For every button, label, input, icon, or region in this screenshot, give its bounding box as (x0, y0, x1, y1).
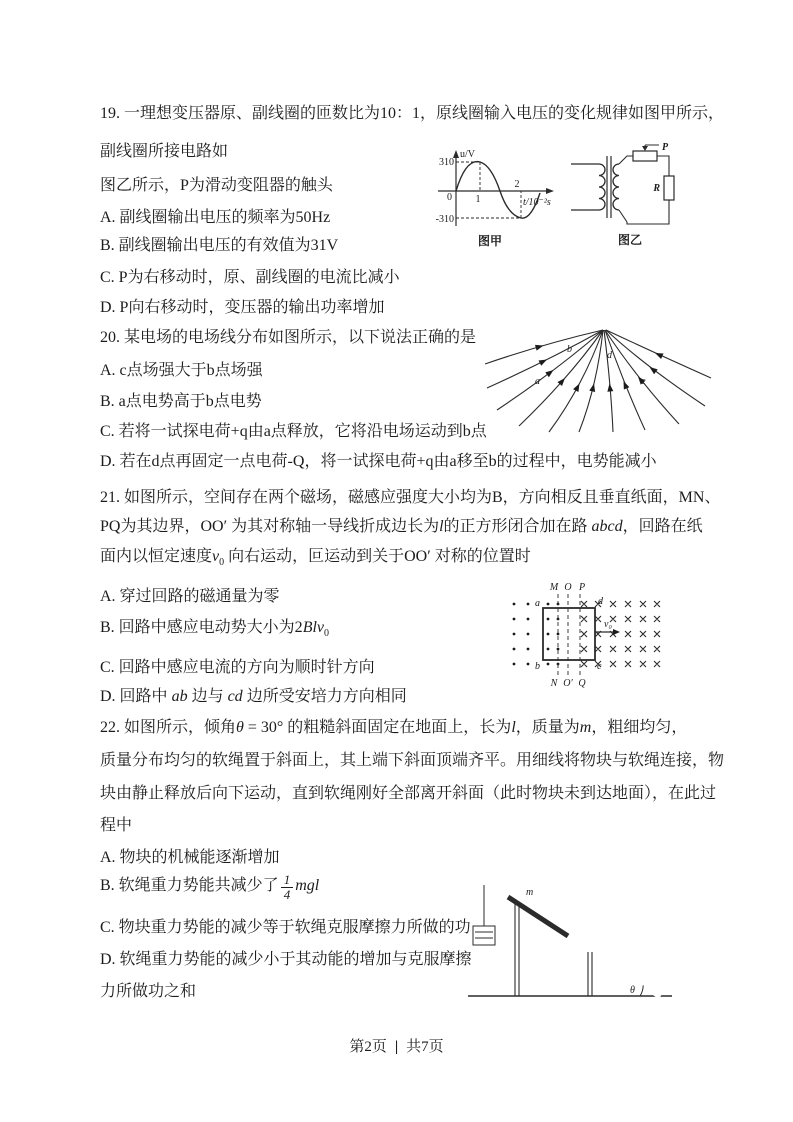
iron-core (607, 156, 611, 218)
point-b-label: b (567, 344, 572, 355)
slider-arrow (642, 146, 648, 151)
q19-line1: 19. 一理想变压器原、副线圈的匝数比为10：1，原线圈输入电压的变化规律如图甲所示， (100, 105, 725, 122)
graph-t1: 1 (475, 194, 481, 205)
square-loop-abcd (543, 608, 595, 660)
page-number: 第2页 (349, 1039, 387, 1055)
point-c-label: c (641, 376, 646, 387)
theta-label: θ (630, 985, 635, 996)
resistor-r-label: R (653, 183, 660, 194)
q21-line3: 面内以恒定速度$v_0$ 向右运动，叵运动到关于OO′ 对称的位置时 (100, 548, 531, 568)
footer-separator: | (394, 1039, 399, 1055)
q20-title: 20. 某电场的电场线分布如图所示，以下说法正确的是 (100, 329, 477, 346)
label-q: Q (578, 678, 586, 689)
fig-jia-caption: 图甲 (477, 234, 503, 248)
q22-line4: 程中 (100, 817, 133, 834)
corner-c-label: c (597, 661, 602, 672)
slider-p-label: P (662, 142, 669, 153)
field-in-crosses (581, 601, 660, 667)
graph-ymin: -310 (435, 214, 454, 225)
q20-option-c: C. 若将一试探电荷+q由a点释放，它将沿电场运动到b点 (100, 423, 487, 440)
q22-line1: 22. 如图所示，倾角θ = 30° 的粗糙斜面固定在地面上，长为l，质量为m，粗细均匀， (100, 719, 688, 736)
fig20-field-lines (483, 326, 713, 439)
q21-line2: PQ为其边界，OO′ 为其对称轴一导线折成边长为l的正方形闭合加在路 abcd，回路在纸 (100, 518, 703, 535)
fig22-incline (460, 868, 680, 1015)
fig19-voltage-graph (428, 146, 563, 253)
q22-line3: 块由静止释放后向下运动，直到软绳刚好全部离开斜面（此时物块未到达地面），在此过 (100, 785, 717, 802)
q20-option-d: D. 若在d点再固定一点电荷-Q，将一试探电荷+q由a移至b的过程中，电势能减小 (100, 453, 657, 470)
rheostat (633, 151, 657, 161)
q19-line2: 副线圈所接电路如 (100, 143, 229, 160)
q20-option-b: B. a点电势高于b点电势 (100, 393, 262, 410)
rope-on-incline (508, 897, 568, 936)
label-o: O (564, 582, 572, 593)
resistor-r (664, 176, 674, 200)
graph-ymax: 310 (439, 157, 454, 168)
primary-coil (599, 164, 605, 210)
q21-option-d: D. 回路中 ab 边与 cd 边所受安培力方向相同 (100, 688, 407, 705)
q21-option-b: B. 回路中感应电动势大小为2Blv$_0$ (100, 619, 330, 639)
q19-option-a: A. 副线圈输出电压的频率为50Hz (100, 209, 331, 226)
q22-option-d-cont: 力所做功之和 (100, 983, 197, 1000)
fig21-magnetic-regions (505, 578, 665, 705)
q19-line3: 图乙所示，P为滑动变阻器的触头 (100, 177, 333, 194)
x-axis-arrow (546, 188, 554, 194)
velocity-v0-label: v₀ (604, 619, 612, 630)
label-p: P (578, 582, 586, 593)
sine-curve (456, 162, 540, 219)
q20-option-a: A. c点场强大于b点场强 (100, 362, 263, 379)
hanging-block (473, 926, 495, 945)
page-footer (0, 1035, 793, 1056)
q22-option-d: D. 软绳重力势能的减少小于其动能的增加与克服摩擦 (100, 951, 472, 968)
rope-m-label: m (526, 887, 534, 898)
q21-option-c: C. 回路中感应电流的方向为顺时针方向 (100, 659, 375, 676)
velocity-arrow (613, 629, 620, 635)
field-out-dots (513, 603, 560, 666)
boundary-lines (558, 594, 580, 675)
q21-option-a: A. 穿过回路的磁通量为零 (100, 588, 280, 605)
graph-ylabel: u/V (460, 149, 475, 160)
q19-option-c: C. P为右移动时，原、副线圈的电流比减小 (100, 269, 400, 286)
q19-option-d: D. P向右移动时，变压器的输出功率增加 (100, 299, 385, 316)
support-posts (515, 904, 592, 996)
secondary-coil (613, 164, 619, 210)
graph-xlabel: t/10⁻²s (523, 197, 551, 208)
q22-option-b: B. 软绳重力势能共减少了 $\frac{1}{4}$ mgl (100, 872, 320, 902)
page-total: 共7页 (406, 1039, 444, 1055)
corner-d-label: d (598, 596, 603, 607)
fraction-one-quarter: $\frac{1}{4}$ (281, 873, 294, 901)
graph-yzero: 0 (447, 192, 452, 203)
fig-yi-caption: 图乙 (617, 233, 643, 247)
corner-b-label: b (535, 661, 540, 672)
label-m: M (549, 582, 559, 593)
graph-t2: 2 (514, 179, 520, 190)
q22-line2: 质量分布均匀的软绳置于斜面上，其上端下斜面顶端齐平。用细线将物块与软绳连接，物 (100, 752, 725, 769)
q19-option-b: B. 副线圈输出电压的有效值为31V (100, 237, 339, 254)
point-a-label: a (535, 376, 540, 387)
label-o-prime: O′ (563, 678, 573, 689)
q21-line1: 21. 如图所示，空间存在两个磁场，磁感应强度大小均为B，方向相反且垂直纸面，MN、 (100, 489, 721, 506)
q22-option-a: A. 物块的机械能逐渐增加 (100, 849, 280, 866)
q22-option-c: C. 物块重力势能的减少等于软绳克服摩擦力所做的功 (100, 919, 471, 936)
fig19-transformer-circuit (563, 144, 681, 253)
label-n: N (550, 678, 558, 689)
point-d-label: d (607, 350, 612, 361)
corner-a-label: a (535, 598, 540, 609)
